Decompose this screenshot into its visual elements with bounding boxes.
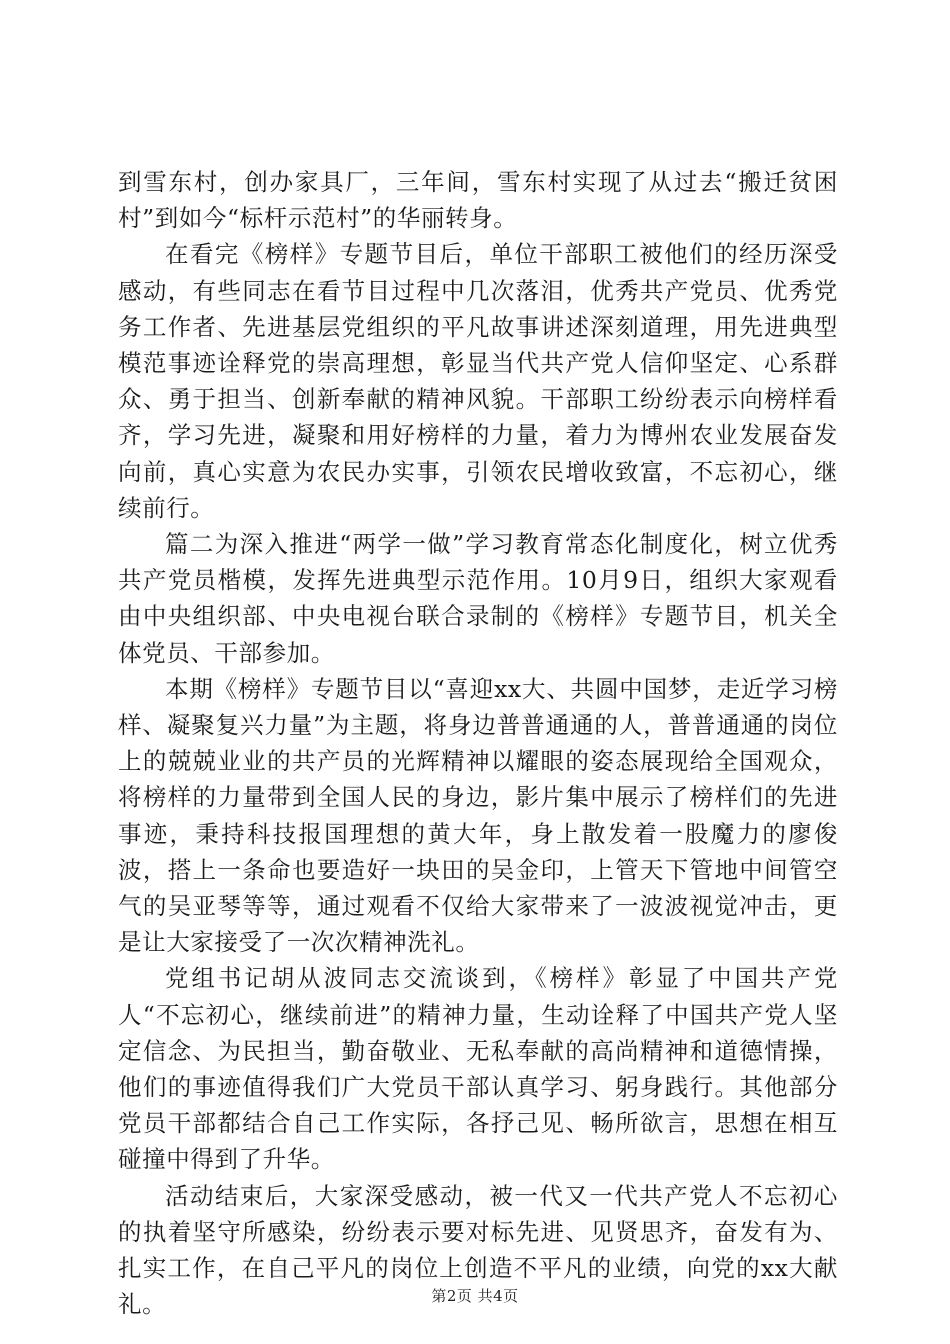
paragraph-4: 本期《榜样》专题节目以“喜迎xx大、共圆中国梦，走近学习榜样、凝聚复兴力量”为主题，将身边普普通通的人，普普通通的岗位上的兢兢业业的共产员的光辉精神以耀眼的姿态展现给全国观众，将榜样的力量带到全国人民的身边，影片集中展示了榜样们的先进事迹，秉持科技报国理想的黄大年，身上散发着一股魔力的廖俊波，搭上一条命也要造好一块田的吴金印，上管天下管地中间管空气的吴亚琴等等，通过观看不仅给大家带来了一波波视觉冲击，更是让大家接受了一次次精神洗礼。 bbox=[118, 674, 838, 957]
paragraph-5: 党组书记胡从波同志交流谈到，《榜样》彰显了中国共产党人“不忘初心，继续前进”的精神力量，生动诠释了中国共产党人坚定信念、为民担当，勤奋敬业、无私奉献的高尚精神和道德情操，他们的事迹值得我们广大党员干部认真学习、躬身践行。其他部分党员干部都结合自己工作实际，各抒己见、畅所欲言，思想在相互碰撞中得到了升华。 bbox=[118, 964, 838, 1174]
paragraph-6: 活动结束后，大家深受感动，被一代又一代共产党人不忘初心的执着坚守所感染，纷纷表示要对标先进、见贤思齐，奋发有为、扎实工作，在自己平凡的岗位上创造不平凡的业绩，向党的xx大献礼。 bbox=[118, 1181, 838, 1319]
document-body bbox=[118, 164, 838, 1323]
page-footer: 第2页 共4页 bbox=[431, 1287, 519, 1305]
paragraph-3: 篇二为深入推进“两学一做”学习教育常态化制度化，树立优秀共产党员楷模，发挥先进典型示范作用。10月9日，组织大家观看由中央组织部、中央电视台联合录制的《榜样》专题节目，机关全体党员、干部参加。 bbox=[118, 530, 838, 667]
paragraph-2: 在看完《榜样》专题节目后，单位干部职工被他们的经历深受感动，有些同志在看节目过程中几次落泪，优秀共产党员、优秀党务工作者、先进基层党组织的平凡故事讲述深刻道理，用先进典型模范事迹诠释党的崇高理想，彰显当代共产党人信仰坚定、心系群众、勇于担当、创新奉献的精神风貌。干部职工纷纷表示向榜样看齐，学习先进，凝聚和用好榜样的力量，着力为博州农业发展奋发向前，真心实意为农民办实事，引领农民增收致富，不忘初心，继续前行。 bbox=[118, 240, 838, 522]
paragraph-1: 到雪东村，创办家具厂，三年间，雪东村实现了从过去“搬迁贫困村”到如今“标杆示范村”的华丽转身。 bbox=[118, 168, 838, 233]
